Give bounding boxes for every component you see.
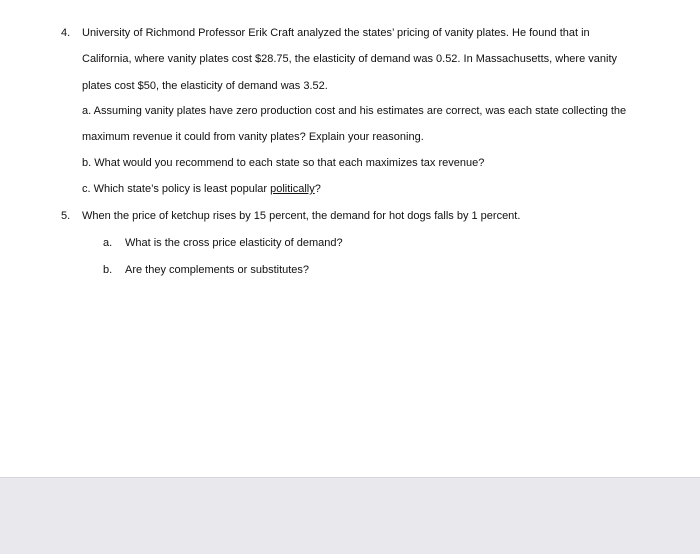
question-4b: b. What would you recommend to each state so that each maximizes tax revenue? — [82, 157, 485, 169]
question-4c — [82, 182, 321, 196]
question-4-line-1: University of Richmond Professor Erik Craft analyzed the states’ pricing of vanity plates. He found that in — [82, 27, 590, 39]
question-5-text: When the price of ketchup rises by 15 percent, the demand for hot dogs falls by 1 percent. — [82, 210, 521, 222]
question-4c-prefix: c. Which state’s policy is least popular — [82, 183, 271, 195]
question-5b-label: b. — [103, 264, 113, 276]
question-4c-suffix: ? — [314, 183, 321, 195]
question-5b-text: Are they complements or substitutes? — [125, 264, 310, 276]
question-5a-text: What is the cross price elasticity of demand? — [125, 237, 343, 249]
question-4-line-3: plates cost $50, the elasticity of demand was 3.52. — [82, 80, 328, 92]
question-4a-line-2: maximum revenue it could from vanity plates? Explain your reasoning. — [82, 131, 424, 143]
question-4-line-2: California, where vanity plates cost $28.75, the elasticity of demand was 0.52. In Massachusetts, where vanity — [82, 53, 617, 65]
question-4a-line-1: a. Assuming vanity plates have zero production cost and his estimates are correct, was each state collecting the — [82, 105, 627, 117]
question-4-number: 4. — [61, 27, 71, 39]
question-5a-label: a. — [103, 237, 113, 249]
question-5-number: 5. — [61, 210, 71, 222]
question-4c-underlined-word: politically — [270, 183, 315, 195]
